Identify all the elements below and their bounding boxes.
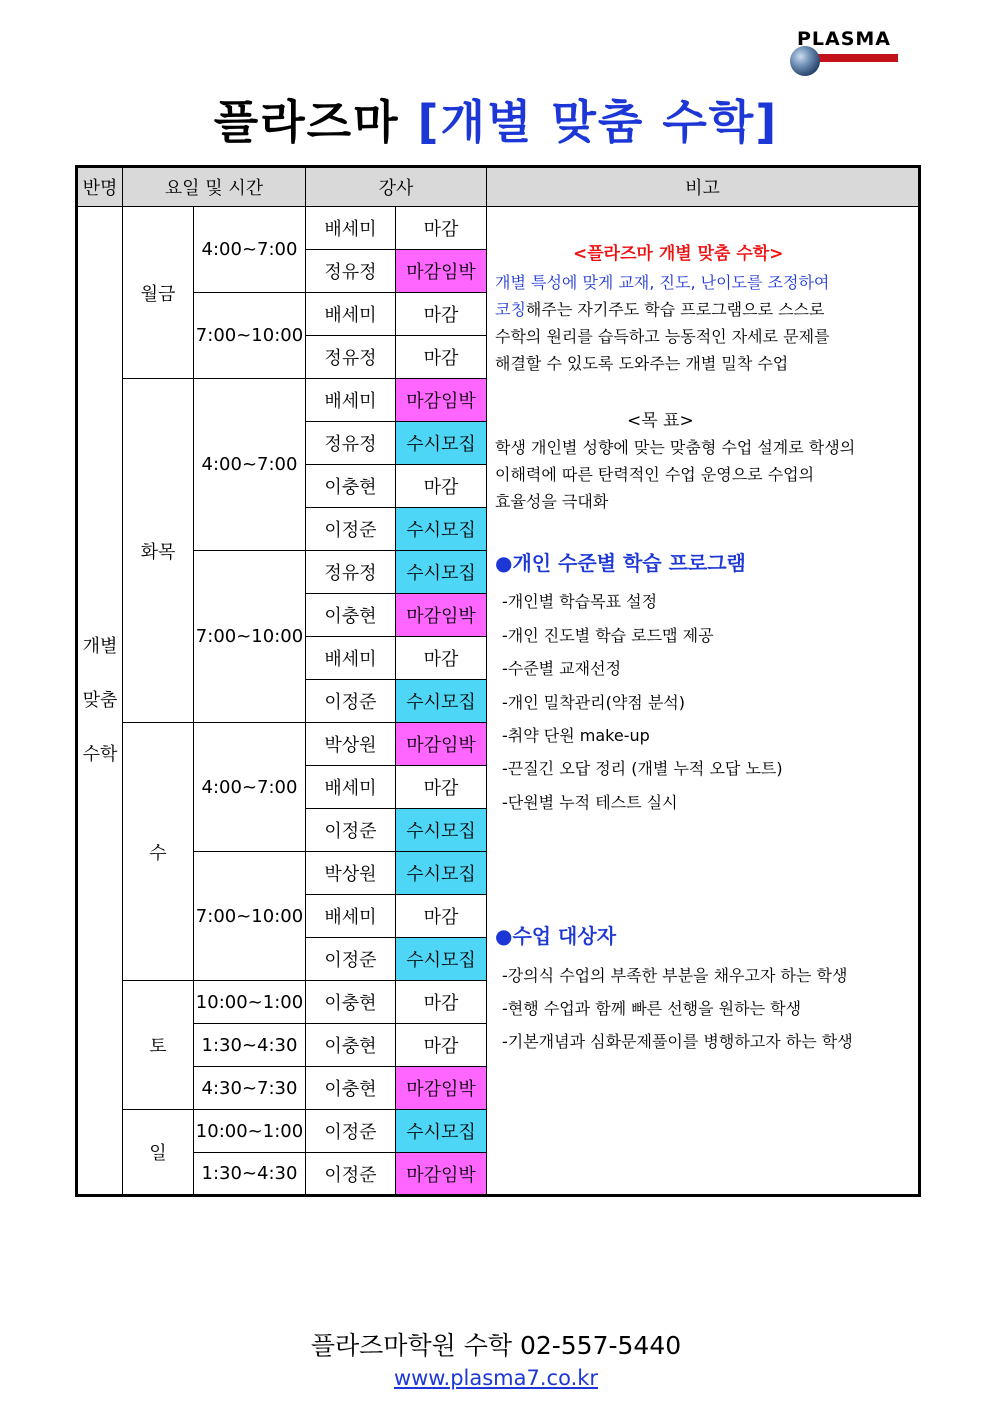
status-cell: 마감	[396, 1024, 487, 1067]
footer-contact: 플라즈마학원 수학 02-557-5440	[310, 1331, 682, 1360]
target-title: ●수업 대상자	[495, 924, 617, 948]
teacher-cell: 이정준	[306, 680, 396, 723]
teacher-cell: 이정준	[306, 1110, 396, 1153]
status-cell: 마감	[396, 895, 487, 938]
time-cell: 4:00~7:00	[194, 207, 306, 293]
time-cell: 10:00~1:00	[194, 981, 306, 1024]
program-item: -수준별 교재선정	[502, 659, 622, 678]
status-cell: 마감	[396, 981, 487, 1024]
teacher-cell: 이정준	[306, 508, 396, 551]
program-item: -끈질긴 오답 정리 (개별 누적 오답 노트)	[502, 759, 783, 778]
day-cell: 토	[123, 981, 194, 1110]
intro-line: 해결할 수 있도록 도와주는 개별 밀착 수업	[495, 354, 789, 373]
time-cell: 4:30~7:30	[194, 1067, 306, 1110]
goal-line: 학생 개인별 성향에 맞는 맞춤형 수업 설계로 학생의	[495, 438, 856, 457]
status-cell: 마감임박	[396, 1067, 487, 1110]
program-item: -개인 밀착관리(약점 분석)	[502, 693, 685, 712]
status-cell: 수시모집	[396, 1110, 487, 1153]
teacher-cell: 이정준	[306, 809, 396, 852]
teacher-cell: 이충현	[306, 465, 396, 508]
teacher-cell: 정유정	[306, 336, 396, 379]
globe-icon	[790, 46, 820, 76]
teacher-cell: 배세미	[306, 293, 396, 336]
intro-line-rest: 해주는 자기주도 학습 프로그램으로 스스로	[525, 300, 825, 319]
header-day-time: 요일 및 시간	[123, 167, 306, 207]
notes-cell	[487, 207, 920, 1196]
day-cell: 월금	[123, 207, 194, 379]
header-teacher: 강사	[306, 167, 487, 207]
class-name-line: 맞춤	[82, 689, 118, 711]
teacher-cell: 정유정	[306, 250, 396, 293]
schedule-table	[75, 165, 921, 1197]
status-cell: 수시모집	[396, 422, 487, 465]
program-title: ●개인 수준별 학습 프로그램	[495, 551, 746, 575]
status-cell: 마감임박	[396, 594, 487, 637]
target-item: -강의식 수업의 부족한 부분을 채우고자 하는 학생	[502, 966, 848, 985]
day-cell: 수	[123, 723, 194, 981]
status-cell: 마감임박	[396, 723, 487, 766]
teacher-cell: 배세미	[306, 637, 396, 680]
page-title	[0, 86, 992, 152]
status-cell: 수시모집	[396, 551, 487, 594]
status-cell: 마감	[396, 207, 487, 250]
target-item: -기본개념과 심화문제풀이를 병행하고자 하는 학생	[502, 1032, 853, 1051]
teacher-cell: 이충현	[306, 1067, 396, 1110]
status-cell: 마감임박	[396, 250, 487, 293]
status-cell: 수시모집	[396, 680, 487, 723]
status-cell: 마감	[396, 637, 487, 680]
time-cell: 4:00~7:00	[194, 379, 306, 551]
goal-title: <목 표>	[627, 411, 694, 431]
program-item: -개인 진도별 학습 로드맵 제공	[502, 626, 714, 645]
status-cell: 수시모집	[396, 809, 487, 852]
teacher-cell: 배세미	[306, 379, 396, 422]
time-cell: 1:30~4:30	[194, 1153, 306, 1196]
time-cell: 7:00~10:00	[194, 293, 306, 379]
goal-line: 이해력에 따른 탄력적인 수업 운영으로 수업의	[495, 465, 815, 484]
header-class: 반명	[77, 167, 123, 207]
title-prefix: 플라즈마	[213, 95, 400, 149]
intro-line: 개별 특성에 맞게 교재, 진도, 난이도를 조정하여	[495, 273, 830, 292]
target-item: -현행 수업과 함께 빠른 선행을 원하는 학생	[502, 999, 802, 1018]
goal-line: 효율성을 극대화	[495, 492, 609, 511]
time-cell: 1:30~4:30	[194, 1024, 306, 1067]
teacher-cell: 이충현	[306, 981, 396, 1024]
time-cell: 7:00~10:00	[194, 551, 306, 723]
status-cell: 마감	[396, 465, 487, 508]
logo-text: PLASMA	[796, 28, 892, 50]
plasma-logo	[790, 28, 898, 76]
time-cell: 7:00~10:00	[194, 852, 306, 981]
program-item: -취약 단원 make-up	[502, 726, 650, 745]
day-cell: 화목	[123, 379, 194, 723]
title-accent: [개별 맞춤 수학]	[417, 95, 779, 149]
teacher-cell: 배세미	[306, 766, 396, 809]
class-name-cell	[77, 207, 123, 1196]
class-name-line: 수학	[82, 743, 118, 765]
teacher-cell: 배세미	[306, 207, 396, 250]
status-cell: 수시모집	[396, 852, 487, 895]
day-cell: 일	[123, 1110, 194, 1196]
teacher-cell: 박상원	[306, 723, 396, 766]
footer-url-link[interactable]: www.plasma7.co.kr	[393, 1366, 599, 1390]
teacher-cell: 박상원	[306, 852, 396, 895]
time-cell: 10:00~1:00	[194, 1110, 306, 1153]
status-cell: 마감	[396, 336, 487, 379]
status-cell: 마감임박	[396, 1153, 487, 1196]
teacher-cell: 정유정	[306, 551, 396, 594]
program-item: -단원별 누적 테스트 실시	[502, 793, 678, 812]
intro-line	[495, 297, 824, 320]
intro-line-blue: 코칭	[495, 300, 526, 319]
status-cell: 마감임박	[396, 379, 487, 422]
teacher-cell: 이충현	[306, 1024, 396, 1067]
teacher-cell: 배세미	[306, 895, 396, 938]
program-item: -개인별 학습목표 설정	[502, 592, 658, 611]
intro-line: 수학의 원리를 습득하고 능동적인 자세로 문제를	[495, 327, 830, 346]
teacher-cell: 정유정	[306, 422, 396, 465]
teacher-cell: 이정준	[306, 1153, 396, 1196]
header-notes: 비고	[487, 167, 920, 207]
status-cell: 마감	[396, 293, 487, 336]
teacher-cell: 이정준	[306, 938, 396, 981]
class-name-line: 개별	[82, 635, 118, 657]
time-cell: 4:00~7:00	[194, 723, 306, 852]
teacher-cell: 이충현	[306, 594, 396, 637]
status-cell: 수시모집	[396, 938, 487, 981]
intro-title: <플라즈마 개별 맞춤 수학>	[573, 244, 784, 264]
status-cell: 마감	[396, 766, 487, 809]
status-cell: 수시모집	[396, 508, 487, 551]
